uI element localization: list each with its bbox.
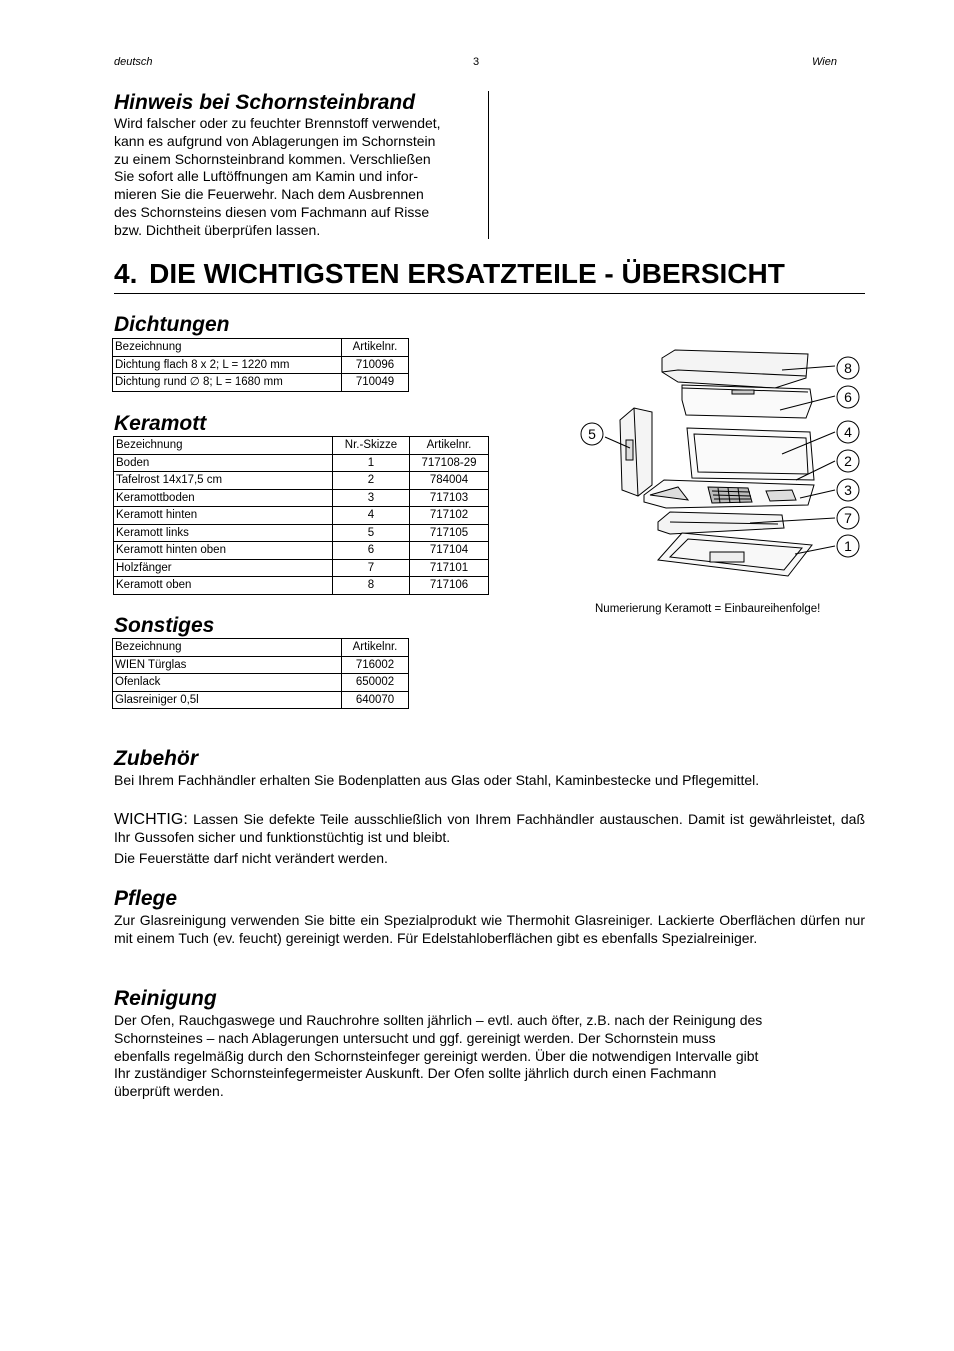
table-cell: 717102 bbox=[410, 507, 489, 525]
header-cell: Bezeichnung bbox=[114, 437, 333, 455]
chapter-rule bbox=[114, 293, 865, 294]
svg-text:1: 1 bbox=[844, 538, 852, 554]
reinigung-line: Der Ofen, Rauchgaswege und Rauchrohre sollten jährlich – evtl. auch öfter, z.B. nach der Reinigung des bbox=[114, 1012, 763, 1028]
table-row bbox=[114, 524, 489, 542]
table-cell: 1 bbox=[333, 454, 410, 472]
zubehoer-title: Zubehör bbox=[114, 747, 198, 770]
wichtig-text: Lassen Sie defekte Teile ausschließlich von Ihrem Fachhändler austauschen. Damit ist gewährleistet, daß Ihr Gussofen sicher und funktionstüchtig ist und bleibt. bbox=[114, 811, 865, 845]
callout-6 bbox=[837, 386, 859, 408]
pflege-title: Pflege bbox=[114, 887, 178, 910]
keramott-exploded-diagram bbox=[570, 340, 870, 590]
table-header-row bbox=[114, 437, 489, 455]
hinweis-title: Hinweis bei Schornsteinbrand bbox=[114, 91, 416, 114]
table-cell: 7 bbox=[333, 559, 410, 577]
table-cell: 717103 bbox=[410, 489, 489, 507]
hinweis-line: bzw. Dichtheit überprüfen lassen. bbox=[114, 221, 321, 238]
chapter-title: DIE WICHTIGSTEN ERSATZTEILE - ÜBERSICHT bbox=[149, 258, 785, 289]
table-cell: 717106 bbox=[410, 577, 489, 595]
table-cell: Ofenlack bbox=[113, 674, 342, 692]
table-cell: 640070 bbox=[342, 691, 409, 709]
wichtig-label: WICHTIG: bbox=[114, 811, 188, 828]
table-cell: 717108-29 bbox=[410, 454, 489, 472]
table-cell: 4 bbox=[333, 507, 410, 525]
table-row bbox=[113, 691, 409, 709]
table-cell: Holzfänger bbox=[114, 559, 333, 577]
hinweis-line: des Schornsteins diesen vom Fachmann auf Risse bbox=[114, 203, 430, 220]
hinweis-line: mieren Sie die Feuerwehr. Nach dem Ausbrennen bbox=[114, 186, 424, 203]
keramott-title: Keramott bbox=[114, 412, 207, 435]
table-row bbox=[114, 454, 489, 472]
table-row bbox=[114, 542, 489, 560]
table-row bbox=[114, 559, 489, 577]
chapter-heading bbox=[114, 258, 785, 290]
header-cell: Bezeichnung bbox=[113, 639, 342, 657]
table-cell: 717101 bbox=[410, 559, 489, 577]
hinweis-line: zu einem Schornsteinbrand kommen. Verschließen bbox=[114, 150, 431, 167]
part-keramott-links bbox=[620, 408, 652, 496]
table-cell: 8 bbox=[333, 577, 410, 595]
svg-text:4: 4 bbox=[844, 424, 852, 440]
table-cell: 3 bbox=[333, 489, 410, 507]
chapter-number: 4. bbox=[114, 258, 138, 289]
header-cell: Bezeichnung bbox=[113, 339, 342, 357]
table-cell: 710096 bbox=[342, 356, 409, 374]
table-cell: Keramott links bbox=[114, 524, 333, 542]
table-cell: Tafelrost 14x17,5 cm bbox=[114, 472, 333, 490]
table-row bbox=[113, 656, 409, 674]
table-row bbox=[113, 374, 409, 392]
table-row bbox=[114, 489, 489, 507]
svg-text:6: 6 bbox=[844, 389, 852, 405]
table-cell: Boden bbox=[114, 454, 333, 472]
header-model: Wien bbox=[812, 56, 837, 68]
svg-text:3: 3 bbox=[844, 482, 852, 498]
part-boden bbox=[658, 533, 812, 576]
dichtungen-title: Dichtungen bbox=[114, 313, 230, 336]
hinweis-section bbox=[114, 91, 484, 240]
svg-text:2: 2 bbox=[844, 453, 852, 469]
table-cell: 784004 bbox=[410, 472, 489, 490]
table-row bbox=[114, 577, 489, 595]
reinigung-title: Reinigung bbox=[114, 987, 217, 1010]
keramott-table bbox=[113, 436, 489, 595]
wichtig-block bbox=[114, 811, 865, 847]
svg-text:7: 7 bbox=[844, 510, 852, 526]
callout-5 bbox=[581, 423, 603, 445]
table-cell: 710049 bbox=[342, 374, 409, 392]
table-row bbox=[113, 356, 409, 374]
zubehoer-text: Bei Ihrem Fachhändler erhalten Sie Bodenplatten aus Glas oder Stahl, Kaminbestecke und Pflegemittel. bbox=[114, 772, 760, 788]
diagram-caption: Numerierung Keramott = Einbaureihenfolge! bbox=[595, 603, 821, 615]
table-cell: 717105 bbox=[410, 524, 489, 542]
table-cell: WIEN Türglas bbox=[113, 656, 342, 674]
header-cell: Artikelnr. bbox=[342, 339, 409, 357]
header-cell: Artikelnr. bbox=[410, 437, 489, 455]
table-cell: Keramott hinten bbox=[114, 507, 333, 525]
table-cell: 6 bbox=[333, 542, 410, 560]
table-cell: 5 bbox=[333, 524, 410, 542]
header-cell: Nr.-Skizze bbox=[333, 437, 410, 455]
hinweis-divider bbox=[488, 91, 489, 239]
callout-4 bbox=[837, 421, 859, 443]
table-cell: Keramott oben bbox=[114, 577, 333, 595]
callout-7 bbox=[837, 507, 859, 529]
table-cell: 2 bbox=[333, 472, 410, 490]
part-tafelrost bbox=[708, 487, 752, 503]
hinweis-text bbox=[114, 115, 484, 240]
table-row bbox=[114, 472, 489, 490]
callout-1 bbox=[837, 535, 859, 557]
dichtungen-table bbox=[112, 338, 409, 392]
table-cell: 717104 bbox=[410, 542, 489, 560]
header-language: deutsch bbox=[114, 56, 153, 68]
callout-8 bbox=[837, 357, 859, 379]
wichtig-note: Die Feuerstätte darf nicht verändert werden. bbox=[114, 850, 388, 866]
reinigung-line: überprüft werden. bbox=[114, 1083, 224, 1100]
table-header-row bbox=[113, 639, 409, 657]
part-holzfaenger bbox=[658, 512, 784, 534]
reinigung-line: Schornsteines – nach Ablagerungen untersucht und ggf. gereinigt werden. Der Schornstein muss bbox=[114, 1029, 716, 1046]
table-cell: Glasreiniger 0,5l bbox=[113, 691, 342, 709]
table-cell: 650002 bbox=[342, 674, 409, 692]
hinweis-line: kann es aufgrund von Ablagerungen im Schornstein bbox=[114, 132, 436, 149]
hinweis-line: Sie sofort alle Luftöffnungen am Kamin und infor- bbox=[114, 168, 419, 185]
reinigung-line: ebenfalls regelmäßig durch den Schornsteinfeger gereinigt werden. Über die notwendigen Intervalle gibt bbox=[114, 1047, 759, 1064]
table-cell: Dichtung rund ∅ 8; L = 1680 mm bbox=[113, 374, 342, 392]
reinigung-text bbox=[114, 1012, 865, 1101]
part-keramott-hinten bbox=[687, 428, 814, 480]
table-cell: 716002 bbox=[342, 656, 409, 674]
page-number: 3 bbox=[473, 56, 480, 68]
sonstiges-table bbox=[112, 638, 409, 709]
callout-3 bbox=[837, 479, 859, 501]
svg-text:5: 5 bbox=[588, 426, 596, 442]
table-row bbox=[113, 674, 409, 692]
header-cell: Artikelnr. bbox=[342, 639, 409, 657]
table-cell: Keramott hinten oben bbox=[114, 542, 333, 560]
pflege-text: Zur Glasreinigung verwenden Sie bitte ein Spezialprodukt wie Thermohit Glasreiniger. Lackierte Oberflächen dürfen nur mit einem Tuch (ev. feucht) gereinigt werden. Für Edelstahloberflächen gibt es ebenfalls Spezialreiniger. bbox=[114, 912, 865, 946]
reinigung-line: Ihr zuständiger Schornsteinfegermeister Auskunft. Der Ofen sollte jährlich durch einen Fachmann bbox=[114, 1065, 717, 1082]
table-cell: Dichtung flach 8 x 2; L = 1220 mm bbox=[113, 356, 342, 374]
callout-2 bbox=[837, 450, 859, 472]
sonstiges-title: Sonstiges bbox=[114, 614, 215, 637]
table-header-row bbox=[113, 339, 409, 357]
part-keramott-oben bbox=[662, 350, 808, 388]
table-cell: Keramottboden bbox=[114, 489, 333, 507]
part-keramott-hinten-oben bbox=[682, 385, 812, 418]
hinweis-line: Wird falscher oder zu feuchter Brennstoff verwendet, bbox=[114, 115, 441, 131]
svg-text:8: 8 bbox=[844, 360, 852, 376]
table-row bbox=[114, 507, 489, 525]
